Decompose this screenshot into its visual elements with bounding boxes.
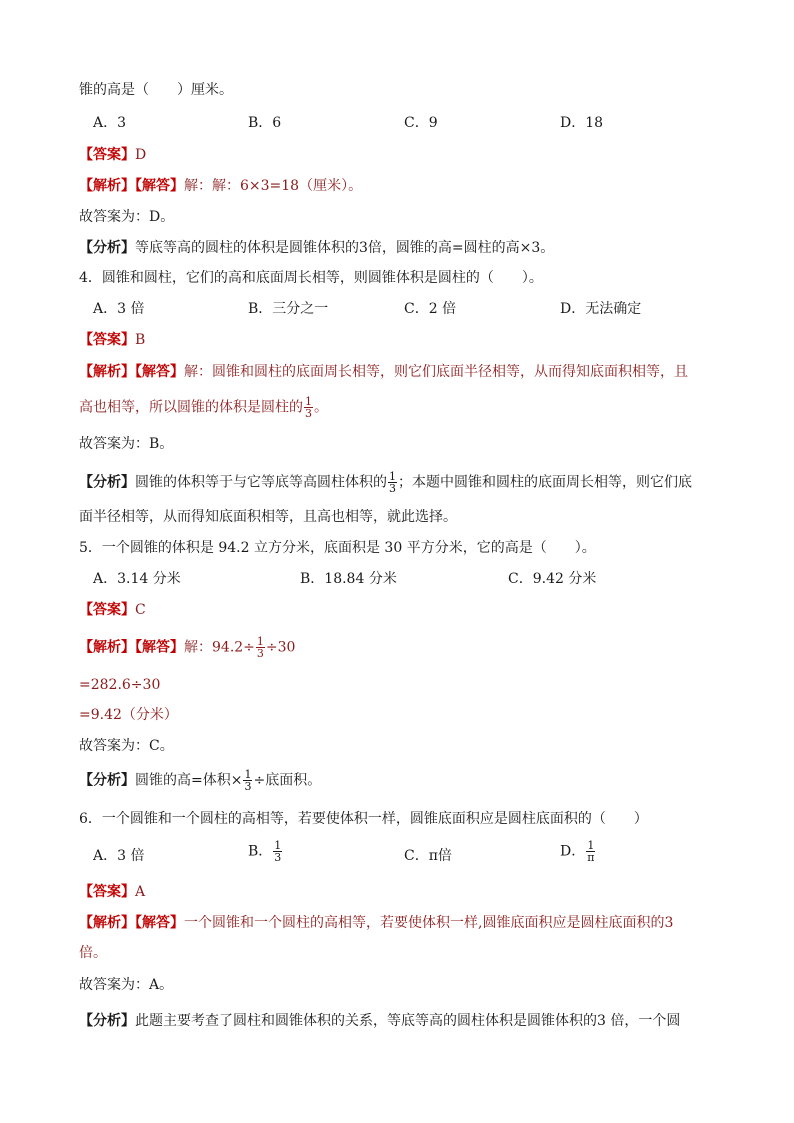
q5-fenxi-b: ÷底面积。 [253,772,322,789]
q6-option-d [560,840,596,863]
q3-answer-line [79,145,146,165]
fraction-one-over-pi [586,840,595,863]
fraction-denominator: 3 [274,851,282,864]
analysis-tag: 【解析】【解答】 [79,915,184,931]
fraction-denominator: π [587,851,595,864]
q3-answer: D [135,147,147,163]
q4-fenxi-1b: ；本题中圆锥和圆柱的底面周长相等，则它们底 [398,474,692,491]
answer-tag: 【答案】 [79,332,135,348]
question-5: 5．一个圆锥的体积是 94.2 立方分米，底面积是 30 平方分米，它的高是（ ）。 [79,540,596,556]
q5-answer-line [79,600,146,620]
q3-analysis: 解：解：6×3=18（厘米）。 [184,178,363,194]
q6-fenxi-line [79,1011,680,1031]
q5-step-2: =9.42（分米） [79,707,178,723]
q4-conclusion: 故答案为：B。 [79,436,174,452]
q5-analysis-b: ÷30 [265,639,296,656]
q4-fenxi-line-2: 面半径相等，从而得知底面积相等，且高也相等，就此选择。 [79,509,457,525]
question-6: 6．一个圆锥和一个圆柱的高相等，若要使体积一样，圆锥底面积应是圆柱底面积的（ ） [79,811,648,827]
fraction-numerator: 1 [256,635,264,648]
q6-option-b-label: B． [248,843,273,860]
q6-option-a: A．3 倍 [93,848,145,864]
q4-option-c: C．2 倍 [404,301,457,317]
q3-fenxi: 等底等高的圆柱的体积是圆锥体积的3倍，圆锥的高=圆柱的高×3。 [135,240,555,256]
fraction-denominator: 3 [305,407,312,420]
fraction-one-third [304,396,313,419]
fenxi-tag: 【分析】 [79,474,135,491]
q3-option-d: D．18 [560,115,604,131]
q6-option-b [248,840,283,863]
fraction-numerator: 1 [244,768,252,781]
analysis-tag: 【解析】【解答】 [79,639,184,656]
q5-fenxi-a: 圆锥的高=体积× [135,772,243,789]
q3-option-c: C．9 [404,115,438,131]
fraction-one-third [388,471,397,494]
q3-analysis-line [79,176,362,196]
fraction-one-third [273,840,282,863]
fenxi-tag: 【分析】 [79,772,135,789]
q5-option-c: C．9.42 分米 [508,571,597,587]
q5-conclusion: 故答案为：C。 [79,738,174,754]
q6-fenxi: 此题主要考查了圆柱和圆锥体积的关系，等底等高的圆柱体积是圆锥体积的3 倍，一个圆 [135,1013,681,1029]
fraction-numerator: 1 [274,839,282,852]
q6-analysis-1: 一个圆锥和一个圆柱的高相等，若要使体积一样,圆锥底面积应是圆柱底面积的3 [184,915,674,931]
question-3-tail: 锥的高是（ ）厘米。 [79,82,233,98]
q6-conclusion: 故答案为：A。 [79,977,174,993]
q6-option-c: C．π倍 [404,848,452,864]
answer-tag: 【答案】 [79,602,135,618]
q3-option-b: B．6 [248,115,282,131]
q6-answer-line [79,882,145,902]
fraction-one-third [243,769,252,792]
q4-answer-line [79,330,145,350]
fraction-numerator: 1 [587,839,595,852]
q5-analysis-line [79,636,295,659]
q4-answer: B [135,332,146,348]
fraction-denominator: 3 [244,780,252,793]
q4-analysis-2a: 高也相等，所以圆锥的体积是圆柱的 [79,399,303,416]
q4-option-d: D．无法确定 [560,301,642,317]
q6-option-d-label: D． [560,843,586,860]
q4-option-b: B．三分之一 [248,301,329,317]
fraction-numerator: 1 [389,470,396,483]
q6-analysis-line-2: 倍。 [79,945,107,961]
q4-analysis-line-2 [79,396,328,419]
q4-fenxi-1a: 圆锥的体积等于与它等底等高圆柱体积的 [135,474,387,491]
q5-step-1: =282.6÷30 [79,677,161,693]
q5-option-a: A．3.14 分米 [93,571,181,587]
q3-conclusion: 故答案为：D。 [79,209,175,225]
q4-analysis-1: 解：圆锥和圆柱的底面周长相等，则它们底面半径相等，从而得知底面积相等，且 [184,364,688,380]
fraction-denominator: 3 [256,647,264,660]
analysis-tag: 【解析】【解答】 [79,178,184,194]
q5-option-b: B．18.84 分米 [300,571,397,587]
answer-tag: 【答案】 [79,884,135,900]
question-4: 4．圆锥和圆柱，它们的高和底面周长相等，则圆锥体积是圆柱的（ ）。 [79,270,543,286]
q4-analysis-2b: 。 [314,399,328,416]
q5-analysis-a: 解：94.2÷ [184,639,255,656]
fraction-numerator: 1 [305,395,312,408]
answer-tag: 【答案】 [79,147,135,163]
q6-answer: A [135,884,146,900]
q5-answer: C [135,602,146,618]
fraction-denominator: 3 [389,482,396,495]
analysis-tag: 【解析】【解答】 [79,364,184,380]
fenxi-tag: 【分析】 [79,1013,135,1029]
q4-analysis-line-1 [79,362,688,382]
q5-fenxi-line [79,769,321,792]
fraction-one-third [256,636,265,659]
q4-option-a: A．3 倍 [93,301,145,317]
fenxi-tag: 【分析】 [79,240,135,256]
q3-fenxi-line [79,238,554,258]
q3-option-a: A．3 [93,115,127,131]
q4-fenxi-line-1 [79,471,692,494]
q6-analysis-line-1 [79,913,673,933]
